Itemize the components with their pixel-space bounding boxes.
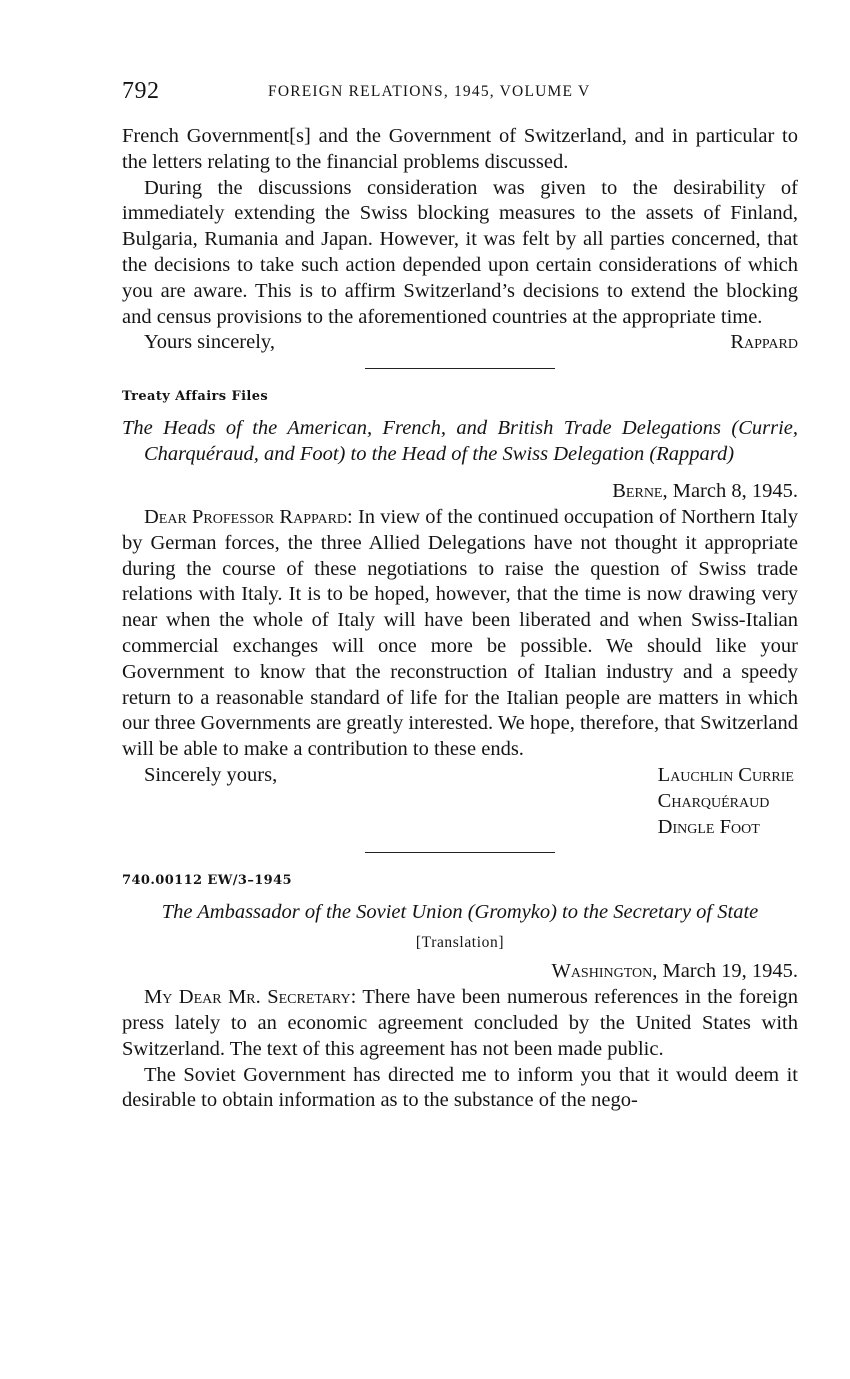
signer-list — [658, 763, 794, 840]
document-trade-delegations — [122, 389, 798, 840]
closing-row — [122, 330, 798, 356]
signer-name: Dingle Foot — [657, 815, 760, 838]
closing-text: Sincerely yours, — [144, 763, 278, 786]
file-reference: Treaty Affairs Files — [122, 389, 269, 405]
closing-text: Yours sincerely, — [144, 331, 275, 354]
running-title: FOREIGN RELATIONS, 1945, VOLUME V — [268, 83, 591, 100]
document-soviet-ambassador — [122, 873, 798, 1114]
dateline-place: Washington, — [551, 960, 658, 983]
document-page — [122, 78, 798, 1114]
page-number: 792 — [122, 78, 160, 104]
body-paragraph: The Soviet Government has directed me to inform you that it would deem it desirable to obtain information as to the substance of the nego- — [122, 1063, 798, 1112]
signer-name: Charquéraud — [657, 789, 770, 812]
translation-note: [Translation] — [415, 934, 505, 952]
section-divider — [365, 852, 555, 853]
letter-body — [122, 985, 798, 1062]
dateline-date: March 8, 1945. — [672, 480, 798, 503]
salutation: My Dear Mr. Secretary: — [144, 986, 357, 1009]
file-reference: 740.00112 EW/3–1945 — [122, 873, 292, 889]
body-text: There have been numerous references in the foreign press lately to an economic agreement concluded by the United States with Switzerland. The text of this agreement has not been made public. — [122, 986, 798, 1060]
salutation: Dear Professor Rappard: — [144, 505, 353, 528]
dateline-date: March 19, 1945. — [662, 960, 798, 983]
document-title: The Ambassador of the Soviet Union (Gromyko) to the Secretary of State — [161, 901, 759, 924]
document-title: The Heads of the American, French, and British Trade Delegations (Currie, Charquéraud, and Foot) to the Head of the Swiss Delegation (Rappard) — [122, 417, 798, 466]
closing-row — [122, 763, 798, 840]
dateline-place: Berne, — [612, 480, 668, 503]
signer-name: Rappard — [730, 331, 798, 354]
signer-name: Lauchlin Currie — [657, 763, 794, 786]
body-text: In view of the continued occupation of Northern Italy by German forces, the three Allied Delegations have not thought it appropriate during the course of these negotiations to raise the question of Swiss trade relations with Italy. It is to be hoped, however, that the time is now drawing very near when the whole of Italy will have been liberated and when Swiss-Italian commercial exchanges will once more be possible. We should like your Government to know that the reconstruction of Italian industry and a speedy return to a reasonable standard of life for the Italian people are matters in which our three Governments are greatly interested. We hope, therefore, that Switzerland will be able to make a contribution to these ends. — [122, 505, 799, 761]
letter-body — [122, 505, 798, 763]
letter-rappard-continuation — [122, 124, 798, 356]
body-paragraph: During the discussions consideration was given to the desirability of immediately extending the Swiss blocking measures to the assets of Finland, Bulgaria, Rumania and Japan. However, it was felt by all parties concerned, that the decisions to take such action depended upon certain considerations of which you are aware. This is to affirm Switzerland’s decisions to extend the blocking and census provisions to the aforementioned countries at the appropriate time. — [122, 176, 798, 328]
dateline — [122, 959, 798, 985]
section-divider — [365, 368, 555, 369]
page-header — [122, 78, 798, 108]
continuation-paragraph: French Government[s] and the Government of Switzerland, and in particular to the letters relating to the financial problems discussed. — [122, 125, 798, 173]
dateline — [122, 479, 798, 505]
